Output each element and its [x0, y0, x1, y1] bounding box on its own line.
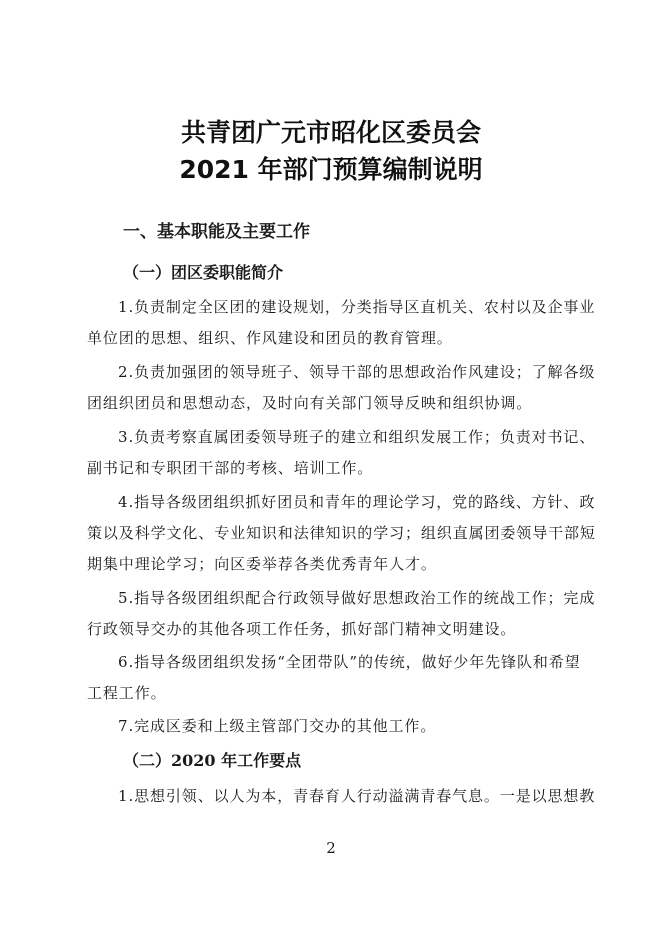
- paragraph-line: 6.指导各级团组织发扬“全团带队”的传统，做好少年先锋队和希望: [118, 653, 581, 671]
- paragraph-line: 单位团的思想、组织、作风建设和团员的教育管理。: [87, 329, 453, 347]
- paragraph-line: 1.思想引领、以人为本，青春育人行动溢满青春气息。一是以思想教: [118, 787, 596, 805]
- paragraph-line: 期集中理论学习；向区委举荐各类优秀青年人才。: [87, 555, 437, 573]
- paragraph-line: 2.负责加强团的领导班子、领导干部的思想政治作风建设；了解各级: [118, 363, 596, 381]
- subsection-heading-1: （一）团区委职能简介: [123, 263, 284, 282]
- subsection-heading-2: （二）2020 年工作要点: [123, 751, 302, 770]
- paragraph-line: 团组织团员和思想动态，及时向有关部门领导反映和组织协调。: [87, 394, 533, 412]
- paragraph-line: 4.指导各级团组织抓好团员和青年的理论学习，党的路线、方针、政: [118, 493, 596, 511]
- paragraph-line: 7.完成区委和上级主管部门交办的其他工作。: [118, 717, 437, 735]
- page-number: 2: [326, 839, 336, 857]
- paragraph-line: 副书记和专职团干部的考核、培训工作。: [87, 459, 374, 477]
- paragraph-line: 策以及科学文化、专业知识和法律知识的学习；组织直属团委领导干部短: [87, 524, 596, 542]
- paragraph-line: 3.负责考察直属团委领导班子的建立和组织发展工作；负责对书记、: [118, 428, 596, 446]
- document-title-line2: 2021 年部门预算编制说明: [179, 155, 483, 184]
- paragraph-line: 1.负责制定全区团的建设规划，分类指导区直机关、农村以及企事业: [118, 298, 596, 316]
- section-heading: 一、基本职能及主要工作: [123, 222, 310, 242]
- paragraph-line: 5.指导各级团组织配合行政领导做好思想政治工作的统战工作；完成: [118, 589, 596, 607]
- document-title-line1: 共青团广元市昭化区委员会: [180, 118, 481, 147]
- paragraph-line: 行政领导交办的其他各项工作任务，抓好部门精神文明建设。: [87, 620, 517, 638]
- paragraph-line: 工程工作。: [87, 684, 167, 702]
